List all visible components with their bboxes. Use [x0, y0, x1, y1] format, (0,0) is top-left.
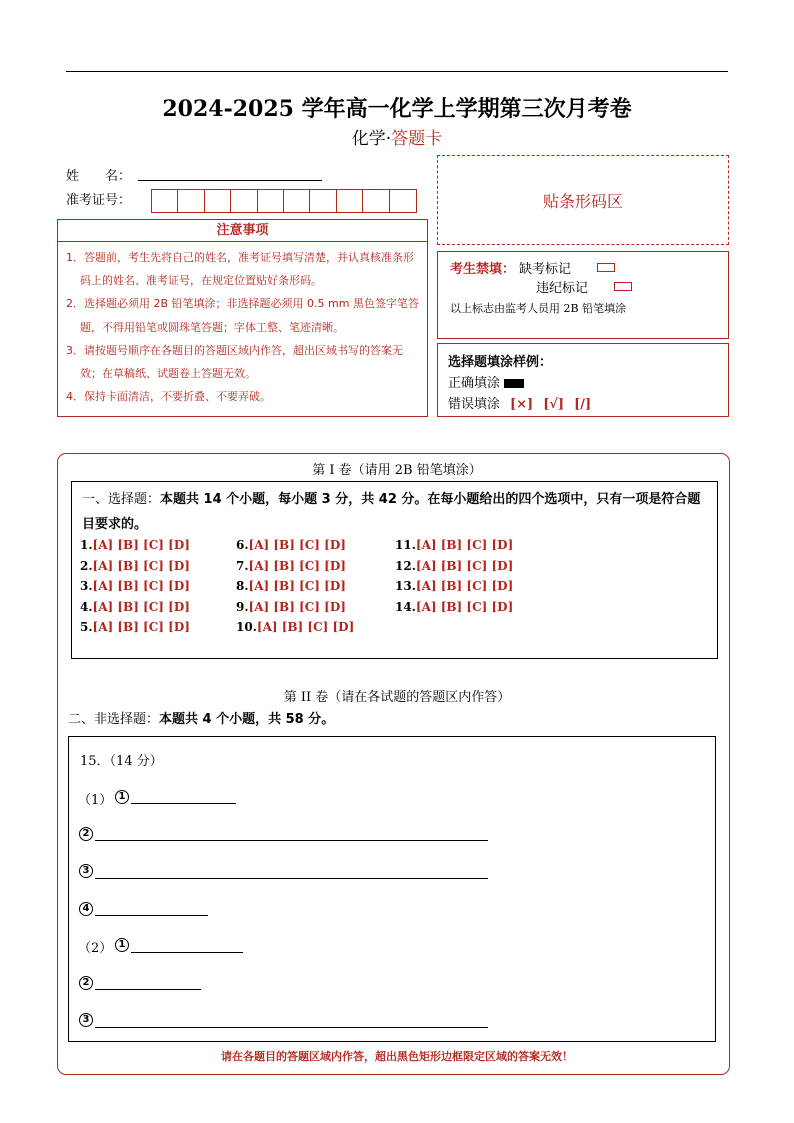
section2-title: 第 II 卷（请在各试题的答题区内作答） [283, 690, 511, 705]
part1-label: （1） [78, 793, 113, 808]
subtitle-card: 答题卡 [391, 129, 443, 149]
id-digit-box[interactable] [390, 190, 416, 212]
section2-heading [68, 708, 334, 727]
discipline-panel [437, 251, 729, 339]
choice-question-row[interactable] [80, 538, 190, 552]
circled-2: 2 [79, 976, 93, 990]
top-rule [66, 71, 728, 72]
circled-3: 3 [79, 1013, 93, 1027]
choice-question-row[interactable] [395, 600, 513, 614]
choice-question-number: 11. [395, 538, 416, 552]
choice-question-row[interactable] [80, 579, 190, 593]
choice-question-number: 8. [236, 579, 249, 593]
answer-line-1-3[interactable] [95, 878, 488, 879]
question15-answer-box [68, 736, 716, 1042]
wrong-mark-check: [√] [543, 397, 565, 412]
choice-question-row[interactable] [395, 538, 513, 552]
choice-option-bubbles[interactable]: [A] [B] [C] [D] [248, 579, 346, 593]
exam-subtitle [0, 124, 794, 149]
discipline-note: 以上标志由监考人员用 2B 铅笔填涂 [450, 302, 627, 315]
notice-body [57, 242, 428, 417]
wrong-fill-label: 错误填涂 [448, 397, 501, 412]
choice-question-row[interactable] [395, 559, 513, 573]
id-digit-box[interactable] [337, 190, 363, 212]
choice-option-bubbles[interactable]: [A] [B] [C] [D] [415, 538, 514, 552]
barcode-label: 贴条形码区 [542, 191, 623, 211]
wrong-mark-cross: [×] [510, 397, 534, 412]
correct-fill-example [504, 379, 524, 388]
choice-question-row[interactable] [80, 620, 190, 634]
choice-question-number: 9. [236, 599, 249, 614]
notice-item: 1．答题前，考生先将自己的姓名，准考证号填写清楚，并认真核准条形码上的姓名、准考证号，在规定位置贴好条形码。 [66, 251, 414, 288]
choice-option-bubbles[interactable]: [A] [B] [C] [D] [256, 620, 355, 634]
id-digit-box[interactable] [231, 190, 257, 212]
answer-line-1-2[interactable] [95, 840, 488, 841]
choice-option-bubbles[interactable]: [A] [B] [C] [D] [248, 599, 346, 614]
name-label: 姓 名： [66, 169, 132, 184]
wrong-mark-slash: [/] [574, 397, 592, 412]
choice-option-bubbles[interactable]: [A] [B] [C] [D] [92, 599, 190, 614]
choice-option-bubbles[interactable]: [A] [B] [C] [D] [415, 599, 514, 614]
choice-option-bubbles[interactable]: [A] [B] [C] [D] [92, 620, 190, 634]
choice-question-row[interactable] [236, 579, 346, 593]
answer-line-1-4[interactable] [95, 915, 208, 916]
id-digit-box[interactable] [152, 190, 178, 212]
choice-instructions [82, 487, 712, 537]
choice-question-number: 6. [236, 538, 249, 552]
choice-question-number: 7. [236, 558, 249, 573]
fill-sample-panel [437, 343, 729, 417]
barcode-area [437, 155, 729, 245]
exam-id-boxes[interactable] [151, 189, 417, 213]
id-digit-box[interactable] [310, 190, 336, 212]
id-digit-box[interactable] [258, 190, 284, 212]
exam-title: 2024-2025 学年高一化学上学期第三次月考卷 [162, 96, 632, 122]
id-digit-box[interactable] [205, 190, 231, 212]
part2-label: （2） [78, 941, 113, 956]
footer-warning: 请在各题目的答题区域内作答，超出黑色矩形边框限定区域的答案无效！ [221, 1050, 573, 1063]
notice-item: 4．保持卡面清洁，不要折叠、不要弄破。 [66, 390, 271, 404]
choice-question-row[interactable] [236, 600, 346, 614]
violation-label: 违纪标记 [536, 281, 589, 296]
circled-3: 3 [79, 864, 93, 878]
id-digit-box[interactable] [178, 190, 204, 212]
choice-question-number: 13. [395, 579, 416, 593]
circled-2: 2 [79, 827, 93, 841]
choice-question-number: 14. [395, 599, 416, 614]
id-label: 准考证号： [66, 193, 132, 208]
circled-4: 4 [79, 902, 93, 916]
correct-fill-label: 正确填涂 [448, 376, 501, 391]
choice-instructions-lead: 一、选择题： [82, 492, 161, 507]
choice-option-bubbles[interactable]: [A] [B] [C] [D] [415, 558, 514, 573]
choice-option-bubbles[interactable]: [A] [B] [C] [D] [92, 579, 190, 593]
choice-option-bubbles[interactable]: [A] [B] [C] [D] [92, 538, 190, 552]
choice-question-row[interactable] [236, 559, 346, 573]
choice-question-row[interactable] [236, 620, 354, 634]
id-digit-box[interactable] [284, 190, 310, 212]
choice-option-bubbles[interactable]: [A] [B] [C] [D] [415, 579, 514, 593]
choice-question-number: 3. [80, 579, 93, 593]
choice-question-number: 12. [395, 558, 416, 573]
notice-heading: 注意事项 [57, 219, 428, 242]
choice-question-row[interactable] [395, 579, 513, 593]
section2-heading-lead: 二、非选择题： [68, 712, 160, 727]
section2-heading-body: 本题共 4 个小题，共 58 分。 [159, 712, 335, 727]
choice-question-row[interactable] [236, 538, 346, 552]
choice-option-bubbles[interactable]: [A] [B] [C] [D] [248, 558, 346, 573]
choice-question-number: 10. [236, 620, 257, 634]
notice-item: 3．请按题号顺序在各题目的答题区域内作答，超出区域书写的答案无效；在草稿纸、试题卷上答题无效。 [66, 343, 403, 381]
absent-label: 缺考标记 [519, 262, 572, 277]
choice-question-number: 1. [80, 538, 93, 552]
answer-line-1-1[interactable] [131, 803, 236, 804]
choice-question-number: 2. [80, 558, 93, 573]
absent-mark-box[interactable] [597, 263, 615, 272]
fill-sample-title: 选择题填涂样例： [448, 355, 553, 370]
section1-title: 第 I 卷（请用 2B 铅笔填涂） [312, 463, 482, 478]
choice-question-row[interactable] [80, 559, 190, 573]
choice-instructions-body: 本题共 14 个小题，每小题 3 分，共 42 分。在每小题给出的四个选项中，只有一项是符合题目要求的。 [82, 492, 701, 532]
discipline-label: 考生禁填： [450, 262, 516, 277]
answer-line-2-3[interactable] [95, 1027, 488, 1028]
name-field[interactable] [138, 180, 322, 181]
choice-option-bubbles[interactable]: [A] [B] [C] [D] [92, 558, 190, 573]
choice-option-bubbles[interactable]: [A] [B] [C] [D] [248, 538, 346, 552]
notice-item: 2．选择题必须用 2B 铅笔填涂；非选择题必须用 0.5 mm 黑色签字笔答题，不得用铅笔或圆珠笔答题；字体工整、笔迹清晰。 [66, 297, 419, 334]
circled-1: 1 [115, 790, 129, 804]
choice-question-number: 4. [80, 599, 93, 614]
choice-question-number: 5. [80, 620, 93, 634]
circled-1: 1 [115, 938, 129, 952]
answer-line-2-2[interactable] [95, 989, 201, 990]
choice-question-row[interactable] [80, 600, 190, 614]
id-digit-box[interactable] [363, 190, 389, 212]
violation-mark-box[interactable] [614, 282, 632, 291]
answer-line-2-1[interactable] [131, 952, 243, 953]
question15-label: 15．（14 分） [80, 754, 163, 769]
subtitle-subject: 化学· [351, 129, 392, 149]
